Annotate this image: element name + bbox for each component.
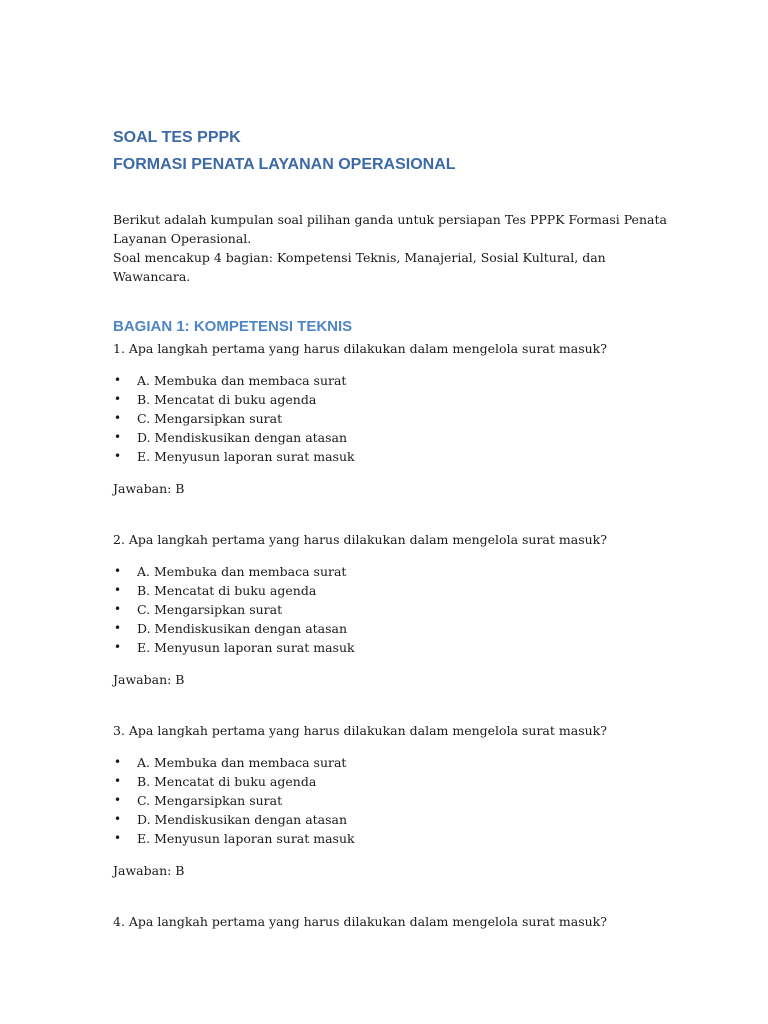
bullet-icon: •	[114, 793, 122, 807]
option-item	[113, 581, 673, 600]
document-content	[113, 124, 673, 931]
option-item	[113, 619, 673, 638]
answer-text: Jawaban: B	[113, 863, 185, 878]
option-item	[113, 829, 673, 848]
option-label: D. Mendiskusikan dengan atasan	[137, 430, 348, 445]
answer-text: Jawaban: B	[113, 672, 185, 687]
bullet-icon: •	[114, 411, 122, 425]
option-item	[113, 409, 673, 428]
bullet-icon: •	[114, 392, 122, 406]
intro-paragraph	[113, 210, 673, 286]
option-item	[113, 562, 673, 581]
intro-line1: Berikut adalah kumpulan soal pilihan ganda untuk persiapan Tes PPPK Formasi Penata Layanan Operasional.	[113, 212, 667, 246]
question-block-1	[113, 339, 673, 498]
option-label: E. Menyusun laporan surat masuk	[137, 449, 355, 464]
bullet-icon: •	[114, 583, 122, 597]
option-item	[113, 753, 673, 772]
option-label: C. Mengarsipkan surat	[137, 793, 283, 808]
option-item	[113, 390, 673, 409]
option-label: C. Mengarsipkan surat	[137, 411, 283, 426]
option-list	[113, 562, 673, 657]
option-label: B. Mencatat di buku agenda	[137, 583, 317, 598]
option-item	[113, 447, 673, 466]
option-label: B. Mencatat di buku agenda	[137, 392, 317, 407]
option-label: C. Mengarsipkan surat	[137, 602, 283, 617]
bullet-icon: •	[114, 373, 122, 387]
bullet-icon: •	[114, 430, 122, 444]
document-title-line1: SOAL TES PPPK	[113, 129, 241, 146]
question-text: 1. Apa langkah pertama yang harus dilakukan dalam mengelola surat masuk?	[113, 341, 607, 356]
question-block-2	[113, 530, 673, 689]
option-label: E. Menyusun laporan surat masuk	[137, 640, 355, 655]
option-label: A. Membuka dan membaca surat	[137, 373, 347, 388]
option-item	[113, 638, 673, 657]
option-list	[113, 371, 673, 466]
option-label: D. Mendiskusikan dengan atasan	[137, 621, 348, 636]
bullet-icon: •	[114, 621, 122, 635]
bullet-icon: •	[114, 449, 122, 463]
bullet-icon: •	[114, 774, 122, 788]
option-label: A. Membuka dan membaca surat	[137, 755, 347, 770]
bullet-icon: •	[114, 812, 122, 826]
question-text: 3. Apa langkah pertama yang harus dilakukan dalam mengelola surat masuk?	[113, 723, 607, 738]
option-item	[113, 428, 673, 447]
option-item	[113, 791, 673, 810]
option-label: B. Mencatat di buku agenda	[137, 774, 317, 789]
section-heading-1: BAGIAN 1: KOMPETENSI TEKNIS	[113, 318, 353, 335]
question-text: 4. Apa langkah pertama yang harus dilakukan dalam mengelola surat masuk?	[113, 914, 607, 929]
question-text: 2. Apa langkah pertama yang harus dilakukan dalam mengelola surat masuk?	[113, 532, 607, 547]
bullet-icon: •	[114, 831, 122, 845]
bullet-icon: •	[114, 640, 122, 654]
intro-line2: Soal mencakup 4 bagian: Kompetensi Teknis, Manajerial, Sosial Kultural, dan Wawancara.	[113, 250, 606, 284]
option-label: D. Mendiskusikan dengan atasan	[137, 812, 348, 827]
answer-text: Jawaban: B	[113, 481, 185, 496]
question-block-3	[113, 721, 673, 880]
question-block-4	[113, 912, 673, 931]
option-list	[113, 753, 673, 848]
option-item	[113, 810, 673, 829]
option-item	[113, 772, 673, 791]
option-label: E. Menyusun laporan surat masuk	[137, 831, 355, 846]
bullet-icon: •	[114, 602, 122, 616]
option-item	[113, 371, 673, 390]
document-title-line2: FORMASI PENATA LAYANAN OPERASIONAL	[113, 156, 456, 173]
bullet-icon: •	[114, 755, 122, 769]
bullet-icon: •	[114, 564, 122, 578]
option-item	[113, 600, 673, 619]
option-label: A. Membuka dan membaca surat	[137, 564, 347, 579]
